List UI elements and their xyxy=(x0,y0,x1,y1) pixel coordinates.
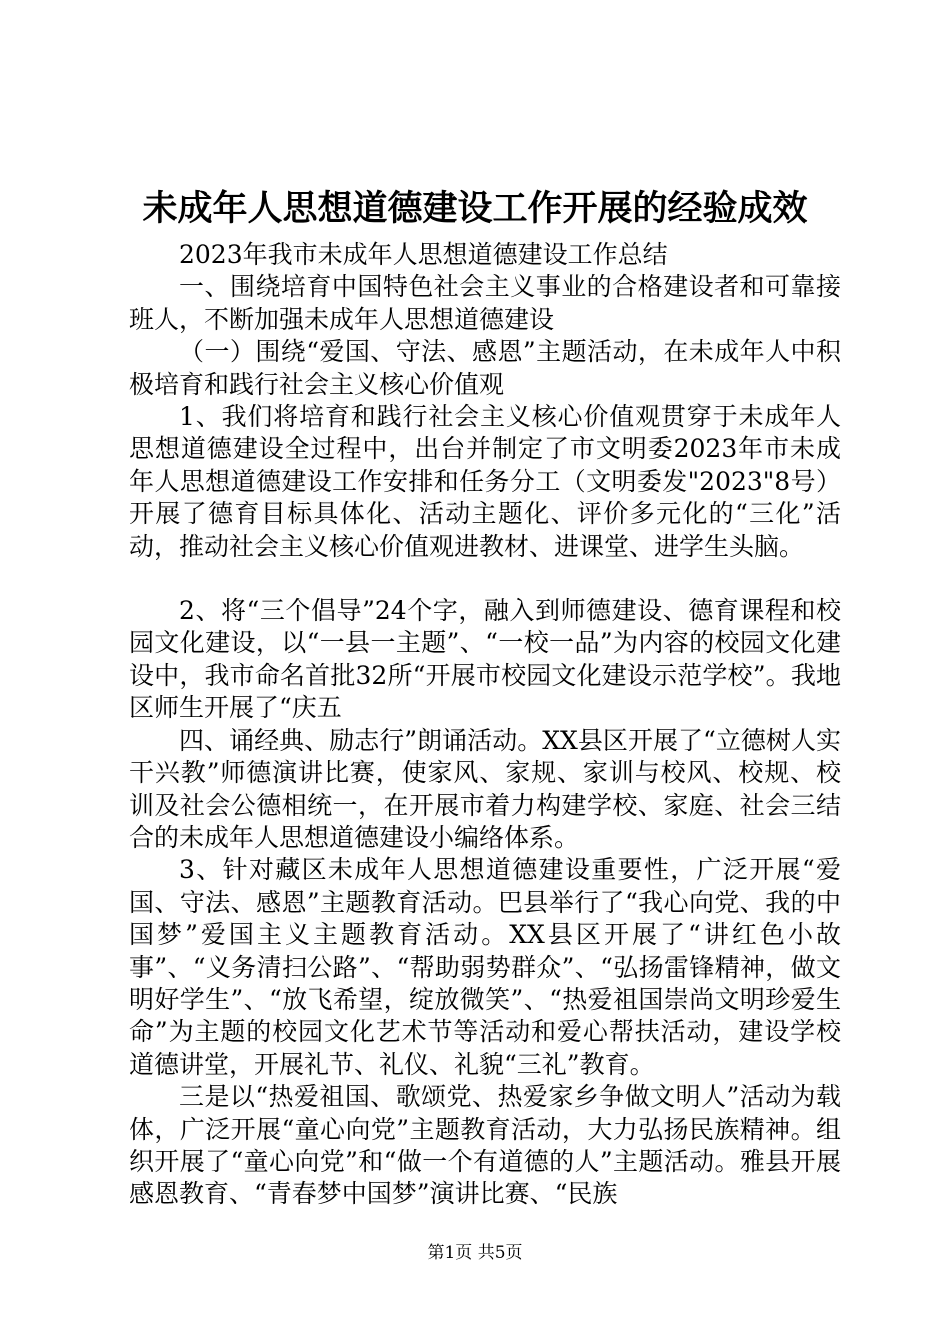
document-title: 未成年人思想道德建设工作开展的经验成效 xyxy=(142,188,808,229)
paragraph-summary-heading: 2023年我市未成年人思想道德建设工作总结 xyxy=(179,240,668,269)
paragraph-subsection-one: （一）围绕“爱国、守法、感恩”主题活动，在未成年人中积极培育和践行社会主义核心价值观 xyxy=(129,337,841,399)
paragraph-section-four: 四、诵经典、励志行”朗诵活动。XX县区开展了“立德树人实干兴教”师德演讲比赛，使家风、家规、家训与校风、校规、校训及社会公德相统一，在开展市着力构建学校、家庭、社会三结合的未成年人思想道德建设小编络体系。 xyxy=(129,725,841,852)
page-footer: 第1页 共5页 xyxy=(427,1243,523,1263)
paragraph-item-1: 1、我们将培育和践行社会主义核心价值观贯穿于未成年人思想道德建设全过程中，出台并制定了市文明委2023年市未成年人思想道德建设工作安排和任务分工（文明委发"2023"8号）开展了德育目标具体化、活动主题化、评价多元化的“三化”活动，推动社会主义核心价值观进教材、进课堂、进学生头脑。 xyxy=(129,402,841,561)
paragraph-item-2: 2、将“三个倡导”24个字，融入到师德建设、德育课程和校园文化建设，以“一县一主题”、“一校一品”为内容的校园文化建设中，我市命名首批32所“开展市校园文化建设示范学校”。我地区师生开展了“庆五 xyxy=(129,596,841,723)
document-body xyxy=(129,239,841,1211)
paragraph-section-one: 一、围绕培育中国特色社会主义事业的合格建设者和可靠接班人，不断加强未成年人思想道德建设 xyxy=(129,272,841,334)
paragraph-point-three: 三是以“热爱祖国、歌颂党、热爱家乡争做文明人”活动为载体，广泛开展“童心向党”主题教育活动，大力弘扬民族精神。组织开展了“童心向党”和“做一个有道德的人”主题活动。雅县开展感恩教育、“青春梦中国梦”演讲比赛、“民族 xyxy=(129,1082,841,1209)
paragraph-item-3: 3、针对藏区未成年人思想道德建设重要性，广泛开展“爱国、守法、感恩”主题教育活动。巴县举行了“我心向党、我的中国梦”爱国主义主题教育活动。XX县区开展了“讲红色小故事”、“义务清扫公路”、“帮助弱势群众”、“弘扬雷锋精神，做文明好学生”、“放飞希望，绽放微笑”、“热爱祖国崇尚文明珍爱生命”为主题的校园文化艺术节等活动和爱心帮扶活动，建设学校道德讲堂，开展礼节、礼仪、礼貌“三礼”教育。 xyxy=(129,855,841,1079)
